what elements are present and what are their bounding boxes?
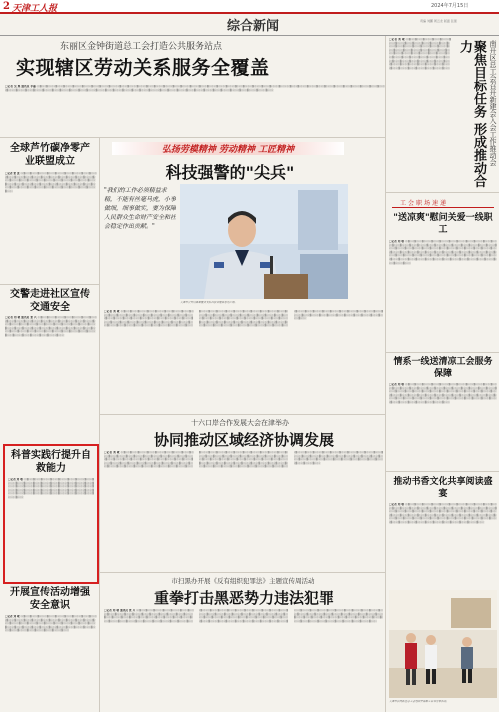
article-a4-title: 科普实践行提升自救能力 <box>11 450 91 474</box>
theme-banner <box>112 142 344 155</box>
article-a2-body: □记者 张 进 ░░▒░░░▒░░░░▒░░░░░▒░░░░▒░░░░░▒░░░░▒░░░░░▒░░░░▒░░░░░▒░░░░▒░░░░░▒░░░░▒░░░░░▒░░░░▒░░░░░▒░░░░▒░░░░░▒░░░░▒░░░░░▒░░░░▒░░░░░▒░░░░▒░░░░░▒░░░░▒░░░░░▒░░░░▒░░░░░▒░░░░▒░░░░░▒░░░░▒░░░░░▒░░░░▒░░░░░▒░░░░▒░░░░░▒░░░░▒░░░░░▒░░░░▒░░░░░▒░░░░▒░░░░░▒░░░░▒░░░░░▒░░░░▒░░░░░▒░░░░▒░░░░░▒░░░░▒░░░░░▒░░░░▒░░░░░▒░░░░ <box>5 172 97 193</box>
article-a1-body: □记者 吴 瑛 通讯员 李丽 ░░▒░░░▒░░░░░▒░░░░▒░░░░░▒░░░░░▒░░░░░▒░░░░▒░░░░░▒░░░░░░▒░░░░▒░░░░░▒░░░░░▒░░░░▒░░░░░▒░░░░░▒░░░░▒░░░░░▒░░░░░▒░░░░▒░░░░░▒░░░░░▒░░░░░▒░░░░▒░░░░░▒░░░░░▒░░░░▒░░░░░▒░░░░░░▒░░░░▒░░░░░▒░░░░░▒░░░░▒░░░░░▒░░░░░▒░░░░▒░░░░░▒░░░░░▒░░░░▒░░░░░▒░░░░░▒░░░░░▒░░░░▒░░░░░▒░░░░░▒░░░░▒░░░░░▒░░░░░▒░░░░▒░░░░░▒░░░░░▒░░░░▒░░░░░▒░░░░░▒░░░░▒░░░░░▒░░░░░░▒░░░░▒░░░░░▒░░░░░▒░░░░▒░░░░░▒░░░░░▒░░░░▒░░░░░▒░░░░░▒░░░░▒░░░░░▒░░░░░▒░░░░ <box>5 85 385 92</box>
article-a9-vertical-title: 聚焦目标任务 形成推动合力 <box>457 40 486 188</box>
article-a8-body: □记者 刘 敬 通讯员 张 兴 ░░▒░░░▒░░░░▒░░░░░▒░░░░▒░░░░░▒░░░░▒░░░░░▒░░░░▒░░░░░▒░░░░▒░░░░░▒░░░░▒░░░░░▒░░░░▒░░░░░▒░░░░▒░░░░░▒░░░░▒░░░░░▒░░░░▒░░░░░▒░░░░▒░░░░░▒░░░░▒░░░░░▒░░░░▒░░░░░▒░░░░▒░░░░░▒░░░░▒░░░░░▒░░░░▒░░░░░▒░░░░▒░░░░░▒░░░░▒░░░░░▒░░░░▒░░░░░▒░░░░▒░░░░░▒░░░░▒░░░░░▒░░░░▒░░░░░▒░░░░▒░░░░░▒░░░░▒░░░░░▒░░░░▒░░░░░▒░░░░▒░░░░░▒░░░░▒░░░░░▒░░░░▒░░░░░▒░░░░▒░░░░░▒░░░░▒░░░░░▒░░░░▒░░░░░▒░░░░▒░░░░░▒░░░░▒░░░░░▒░░░░▒░░░░░▒░░░░▒░░░░░▒░░░░▒░░░░░▒░░░░▒░░░░░▒░░░░▒░░░░░▒░░░░▒░░░░░▒░░░░▒░░░░░▒░░░░▒░░░░░▒░░░░▒░░░░░▒░░░░▒░░░░░▒░░░░▒░░░░░▒░░░░▒░░░░░▒░░░░▒░░░░░▒░░░░▒░░░░░▒░░░░▒░░░░░▒░░░░▒░░░░░▒░░░░▒░░░░░▒░░░░▒░░░░░▒░░░░▒░░░░░▒░░░░▒░░░░░▒░░░░▒░░░░░▒░░░░▒░░░░░▒░░░░▒░░░░░▒░░░░▒░░░░░▒░░░░▒░░░░░▒░░░░▒░░░░░▒░░░░ <box>104 609 384 623</box>
article-a7-byline: □记者 刘 敬 <box>104 451 120 454</box>
article-a3-byline: □记者 刘 敬 通讯员 张 兴 <box>5 316 37 319</box>
article-a12-body: □记者 刘 敬 ░░▒░░░▒░░░░▒░░░░░▒░░░░▒░░░░░▒░░░░▒░░░░░▒░░░░▒░░░░░▒░░░░▒░░░░░▒░░░░▒░░░░░▒░░░░▒░░░░░▒░░░░▒░░░░░▒░░░░▒░░░░░▒░░░░▒░░░░░▒░░░░▒░░░░░▒░░░░▒░░░░░▒░░░░▒░░░░░▒░░░░▒░░░░░▒░░░░▒░░░░░▒░░░░▒░░░░░▒░░░░▒░░░░░▒░░░░▒░░░░░▒░░░░▒░░░░░▒░░░░▒░░░░░▒░░░░▒░░░░░▒░░░░▒░░░░░▒░░░░▒░░░░░▒░░░░▒░░░░░▒░░░░▒░░░░░▒░░░░▒░░░░░▒░░░░▒░░░░░▒░░░░▒░░░░░▒░░░░▒░░░░░▒░░░░▒░░░░░▒░░░░▒░░░░░▒░░░░▒░░░░░▒░░░░▒░░░░░▒░░░░▒░░░░░▒░░░░▒░░░░░▒░░░░ <box>389 503 497 524</box>
officer-photo-illustration <box>180 184 348 299</box>
article-a9-vertical-subtitle: 南开区总工会召开新建会入会工作推动会 <box>489 40 497 166</box>
article-a4-byline: □记者 刘 敬 <box>8 478 23 481</box>
article-a10-title: "送凉爽"慰问关爱一线职工 <box>393 213 493 235</box>
article-a11-body: □记者 刘 敬 ░░▒░░░▒░░░░▒░░░░░▒░░░░▒░░░░░▒░░░░▒░░░░░▒░░░░▒░░░░░▒░░░░▒░░░░░▒░░░░▒░░░░░▒░░░░▒░░░░░▒░░░░▒░░░░░▒░░░░▒░░░░░▒░░░░▒░░░░░▒░░░░▒░░░░░▒░░░░▒░░░░░▒░░░░▒░░░░░▒░░░░▒░░░░░▒░░░░▒░░░░░▒░░░░▒░░░░░▒░░░░▒░░░░░▒░░░░▒░░░░░▒░░░░▒░░░░░▒░░░░▒░░░░░▒░░░░▒░░░░░▒░░░░▒░░░░░▒░░░░▒░░░░░▒░░░░▒░░░░░▒░░░░▒░░░░░▒░░░░▒░░░░░▒░░░░▒░░░░░▒░░░░▒░░░░░▒░░░░▒░░░░░▒░░░░▒░░░░░▒░░░░▒░░░░░▒░░░░▒░░░░░▒░░░░▒░░░░░▒░░░░ <box>389 383 497 404</box>
article-a2-title: 全球芦竹碳净零产业联盟成立 <box>10 143 90 167</box>
masthead-editors: 责编 刘鹏 周云龙 版面 张蕾 <box>420 19 457 23</box>
article-a5-byline: □记者 刘 敬 <box>5 615 20 618</box>
article-a6-byline: □记者 刘 敬 <box>104 310 120 313</box>
article-a11-byline: □记者 刘 敬 <box>389 383 404 386</box>
article-a5-title: 开展宣传活动增强安全意识 <box>10 587 90 611</box>
article-a4-body: □记者 刘 敬 ░░▒░░░▒░░░░▒░░░░░▒░░░░▒░░░░░▒░░░░▒░░░░░▒░░░░▒░░░░░▒░░░░▒░░░░░▒░░░░▒░░░░░▒░░░░▒░░░░░▒░░░░▒░░░░░▒░░░░▒░░░░░▒░░░░▒░░░░░▒░░░░▒░░░░░▒░░░░▒░░░░░▒░░░░▒░░░░░▒░░░░▒░░░░░▒░░░░▒░░░░░▒░░░░▒░░░░░▒░░░░▒░░░░░▒░░░░▒░░░░░▒░░░░▒░░░░░▒░░░░▒░░░░░▒░░░░▒░░░░░▒░░░░▒░░░░░▒░░░░▒░░░░░▒░░░░▒░░░░░▒░░░░ <box>8 478 94 499</box>
article-a10-body: □记者 刘 敬 ░░▒░░░▒░░░░▒░░░░░▒░░░░▒░░░░░▒░░░░▒░░░░░▒░░░░▒░░░░░▒░░░░▒░░░░░▒░░░░▒░░░░░▒░░░░▒░░░░░▒░░░░▒░░░░░▒░░░░▒░░░░░▒░░░░▒░░░░░▒░░░░▒░░░░░▒░░░░▒░░░░░▒░░░░▒░░░░░▒░░░░▒░░░░░▒░░░░▒░░░░░▒░░░░▒░░░░░▒░░░░▒░░░░░▒░░░░▒░░░░░▒░░░░▒░░░░░▒░░░░▒░░░░░▒░░░░▒░░░░░▒░░░░▒░░░░░▒░░░░▒░░░░░▒░░░░▒░░░░░▒░░░░▒░░░░░▒░░░░▒░░░░░▒░░░░▒░░░░░▒░░░░▒░░░░░▒░░░░▒░░░░░▒░░░░▒░░░░░▒░░░░▒░░░░░▒░░░░▒░░░░░▒░░░░▒░░░░░▒░░░░▒░░░░░▒░░░░▒░░░░░▒░░░░▒░░░░░▒░░░░▒░░░░░▒░░░░ <box>389 240 497 265</box>
article-a6-body: □记者 刘 敬 ░░▒░░░▒░░░░▒░░░░░▒░░░░▒░░░░░▒░░░░▒░░░░░▒░░░░▒░░░░░▒░░░░▒░░░░░▒░░░░▒░░░░░▒░░░░▒░░░░░▒░░░░▒░░░░░▒░░░░▒░░░░░▒░░░░▒░░░░░▒░░░░▒░░░░░▒░░░░▒░░░░░▒░░░░▒░░░░░▒░░░░▒░░░░░▒░░░░▒░░░░░▒░░░░▒░░░░░▒░░░░▒░░░░░▒░░░░▒░░░░░▒░░░░▒░░░░░▒░░░░▒░░░░░▒░░░░▒░░░░░▒░░░░▒░░░░░▒░░░░▒░░░░░▒░░░░▒░░░░░▒░░░░▒░░░░░▒░░░░▒░░░░░▒░░░░▒░░░░░▒░░░░▒░░░░░▒░░░░▒░░░░░▒░░░░▒░░░░░▒░░░░▒░░░░░▒░░░░▒░░░░░▒░░░░▒░░░░░▒░░░░▒░░░░░▒░░░░▒░░░░░▒░░░░▒░░░░░▒░░░░▒░░░░░▒░░░░▒░░░░░▒░░░░▒░░░░░▒░░░░▒░░░░░▒░░░░▒░░░░░▒░░░░▒░░░░░▒░░░░▒░░░░░▒░░░░▒░░░░░▒░░░░▒░░░░░▒░░░░▒░░░░░▒░░░░▒░░░░░▒░░░░▒░░░░░▒░░░░▒░░░░░▒░░░░▒░░░░░▒░░░░▒░░░░░▒░░░░▒░░░░░▒░░░░▒░░░░░▒░░░░▒░░░░░▒░░░░▒░░░░░▒░░░░▒░░░░░▒░░░░▒░░░░░▒░░░░▒░░░░░▒░░░░▒░░░░░▒░░░░▒░░░░░▒░░░░▒░░░░░▒░░░░ <box>104 310 384 328</box>
article-a12-title: 推动书香文化共享阅读盛宴 <box>393 477 493 499</box>
column-header <box>392 198 494 208</box>
photo-reading-event <box>389 590 497 698</box>
photo2-caption-text: 天津市滨海新区总工会组织开展职工读书分享活动。 <box>389 700 449 703</box>
photo1-quote <box>104 186 176 296</box>
article-a4-box <box>3 444 99 584</box>
article-a8-kicker: 市扫黑办开展《反有组织犯罪法》主题宣传周活动 <box>171 577 315 585</box>
article-a9-body: □记者 刘 敬 ░░▒░░░▒░░░░▒░░░░░▒░░░░▒░░░░░▒░░░░▒░░░░░▒░░░░▒░░░░░▒░░░░▒░░░░░▒░░░░▒░░░░░▒░░░░▒░░░░░▒░░░░▒░░░░░▒░░░░▒░░░░░▒░░░░▒░░░░░▒░░░░▒░░░░░▒░░░░▒░░░░░▒░░░░▒░░░░░▒░░░░▒░░░░░▒░░░░▒░░░░░▒░░░░▒░░░░░▒░░░░▒░░░░░▒░░░░▒░░░░░▒░░░░▒░░░░░▒░░░░▒░░░░░▒░░░░▒░░░░░▒░░░░▒░░░░░▒░░░░▒░░░░░▒░░░░▒░░░░░▒░░░░▒░░░░░▒░░░░▒░░░░░▒░░░░▒░░░░░▒░░░░▒░░░░░▒░░░░▒░░░░░▒░░░░▒░░░░░▒░░░░ <box>389 38 451 70</box>
theme-banner-text: 弘扬劳模精神 劳动精神 工匠精神 <box>161 145 295 155</box>
article-a2-byline: □记者 张 进 <box>5 172 20 175</box>
photo1-caption-text: 天津市公安局某某警务支队科技管理信息化应用。 <box>180 301 238 304</box>
article-a8-byline: □记者 刘 敬 通讯员 张 兴 <box>104 609 136 612</box>
article-a7-kicker: 十六口岸合作发展大会在津举办 <box>191 419 289 427</box>
reading-event-illustration <box>389 590 497 698</box>
article-a1-byline: □记者 吴 瑛 通讯员 李丽 <box>5 85 36 88</box>
masthead <box>0 0 499 14</box>
photo-officer <box>180 184 348 299</box>
article-a7-body: □记者 刘 敬 ░░▒░░░▒░░░░▒░░░░░▒░░░░▒░░░░░▒░░░░▒░░░░░▒░░░░▒░░░░░▒░░░░▒░░░░░▒░░░░▒░░░░░▒░░░░▒░░░░░▒░░░░▒░░░░░▒░░░░▒░░░░░▒░░░░▒░░░░░▒░░░░▒░░░░░▒░░░░▒░░░░░▒░░░░▒░░░░░▒░░░░▒░░░░░▒░░░░▒░░░░░▒░░░░▒░░░░░▒░░░░▒░░░░░▒░░░░▒░░░░░▒░░░░▒░░░░░▒░░░░▒░░░░░▒░░░░▒░░░░░▒░░░░▒░░░░░▒░░░░▒░░░░░▒░░░░▒░░░░░▒░░░░▒░░░░░▒░░░░▒░░░░░▒░░░░▒░░░░░▒░░░░▒░░░░░▒░░░░▒░░░░░▒░░░░▒░░░░░▒░░░░▒░░░░░▒░░░░▒░░░░░▒░░░░▒░░░░░▒░░░░▒░░░░░▒░░░░▒░░░░░▒░░░░▒░░░░░▒░░░░▒░░░░░▒░░░░▒░░░░░▒░░░░▒░░░░░▒░░░░▒░░░░░▒░░░░▒░░░░░▒░░░░▒░░░░░▒░░░░▒░░░░░▒░░░░▒░░░░░▒░░░░▒░░░░░▒░░░░▒░░░░░▒░░░░▒░░░░░▒░░░░▒░░░░░▒░░░░▒░░░░░▒░░░░▒░░░░░▒░░░░▒░░░░░▒░░░░▒░░░░░▒░░░░▒░░░░░▒░░░░▒░░░░░▒░░░░▒░░░░░▒░░░░▒░░░░░▒░░░░▒░░░░░▒░░░░▒░░░░░▒░░░░▒░░░░░▒░░░░▒░░░░░▒░░░░▒░░░░░▒░░░░▒░░░░░▒░░░░▒░░░░░▒░░░░▒░░░░░▒░░░░▒░░░░░▒░░░░▒░░░░░▒░░░░▒░░░░░▒░░░░ <box>104 451 384 469</box>
photo1-quote-text: "我们的工作必须精益求精，不能有丝毫马虎，小事做细，细事做实，要为保障人民群众生命财产安全和社会稳定作出贡献。" <box>104 187 176 230</box>
article-a1-kicker: 东丽区金钟街道总工会打造公共服务站点 <box>60 42 223 52</box>
article-a6-title: 科技强警的"尖兵" <box>165 163 295 182</box>
article-a10-byline: □记者 刘 敬 <box>389 240 404 243</box>
article-a3-title: 交警走进社区宣传交通安全 <box>10 289 90 313</box>
article-a12-byline: □记者 刘 敬 <box>389 503 404 506</box>
article-a1-title: 实现辖区劳动关系服务全覆盖 <box>16 57 270 79</box>
article-a5-body: □记者 刘 敬 ░░▒░░░▒░░░░▒░░░░░▒░░░░▒░░░░░▒░░░░▒░░░░░▒░░░░▒░░░░░▒░░░░▒░░░░░▒░░░░▒░░░░░▒░░░░▒░░░░░▒░░░░▒░░░░░▒░░░░▒░░░░░▒░░░░▒░░░░░▒░░░░▒░░░░░▒░░░░▒░░░░░▒░░░░▒░░░░░▒░░░░▒░░░░░▒░░░░▒░░░░░▒░░░░▒░░░░░▒░░░░▒░░░░░▒░░░░▒░░░░░▒░░░░▒░░░░░▒░░░░▒░░░░░▒░░░░▒░░░░░▒░░░░▒░░░░░▒░░░░▒░░░░░▒░░░░ <box>5 615 97 633</box>
masthead-date: 2024年7月15日 <box>431 3 469 9</box>
photo2-caption <box>389 700 497 710</box>
article-a8-title: 重拳打击黑恶势力违法犯罪 <box>153 589 334 607</box>
article-a9-byline: □记者 刘 敬 <box>389 38 405 41</box>
page-number: 2 <box>3 1 10 12</box>
photo1-caption <box>180 301 348 307</box>
section-title: 综合新闻 <box>226 19 279 34</box>
masthead-logo: 天津工人报 <box>12 4 58 14</box>
article-a11-title: 情系一线送清凉工会服务保障 <box>393 357 493 379</box>
article-a3-body: □记者 刘 敬 通讯员 张 兴 ░░▒░░░▒░░░░▒░░░░░▒░░░░▒░░░░░▒░░░░▒░░░░░▒░░░░▒░░░░░▒░░░░▒░░░░░▒░░░░▒░░░░░▒░░░░▒░░░░░▒░░░░▒░░░░░▒░░░░▒░░░░░▒░░░░▒░░░░░▒░░░░▒░░░░░▒░░░░▒░░░░░▒░░░░▒░░░░░▒░░░░▒░░░░░▒░░░░▒░░░░░▒░░░░▒░░░░░▒░░░░▒░░░░░▒░░░░▒░░░░░▒░░░░▒░░░░░▒░░░░▒░░░░░▒░░░░▒░░░░░▒░░░░▒░░░░░▒░░░░▒░░░░░▒░░░░▒░░░░░▒░░░░▒░░░░░▒░░░░▒░░░░░▒░░░░▒░░░░░▒░░░░ <box>5 316 97 337</box>
column-header-text: 工会职场速递 <box>400 200 449 207</box>
article-a7-title: 协同推动区域经济协调发展 <box>153 431 334 449</box>
